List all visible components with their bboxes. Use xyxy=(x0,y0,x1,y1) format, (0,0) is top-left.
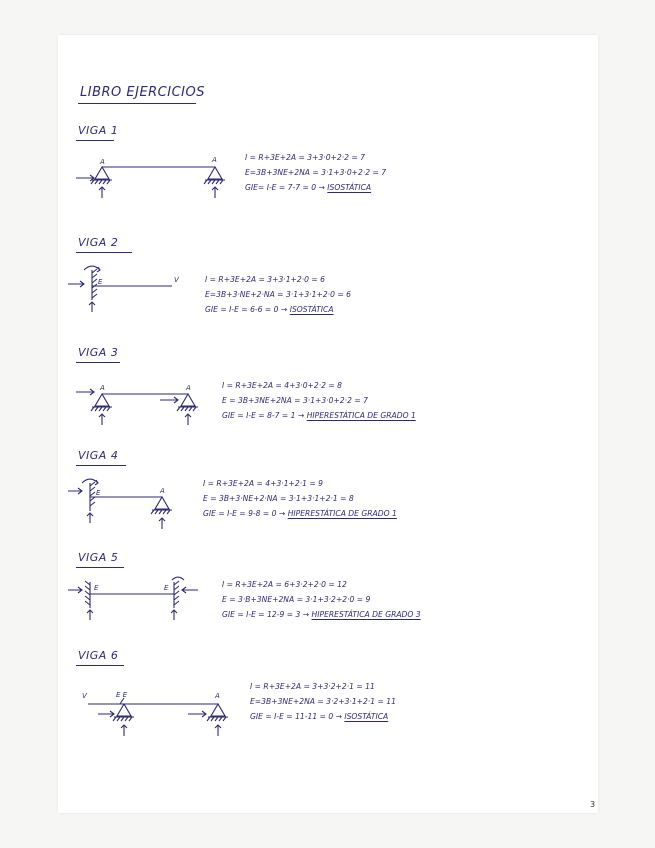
equation-line: E = 3B+3NE+2NA = 3·1+3·0+2·2 = 7 xyxy=(222,396,368,405)
title-underline xyxy=(78,103,196,104)
equation-line: E = 3B+3·NE+2·NA = 3·1+3·1+2·1 = 8 xyxy=(203,494,354,503)
reaction-arrow-left xyxy=(121,725,127,736)
support-label: A xyxy=(100,384,105,392)
equation-line: I = R+3E+2A = 6+3·2+2·0 = 12 xyxy=(222,580,347,589)
equation-line: E=3B+3·NE+2·NA = 3·1+3·1+2·0 = 6 xyxy=(205,290,351,299)
viga-2-equations xyxy=(205,272,351,317)
equation-line: GIE = I-E = 9-8 = 0 → xyxy=(203,509,286,518)
equation-line: GIE = I-E = 8-7 = 1 → xyxy=(222,411,305,420)
equation-line: GIE = I-E = 6-6 = 0 → xyxy=(205,305,288,314)
reaction-arrow-right xyxy=(212,187,218,198)
viga-4-title-underline xyxy=(76,465,126,466)
moment-arrow xyxy=(172,577,184,580)
viga-5-title: VIGA 5 xyxy=(78,551,119,564)
conclusion: HIPERESTÁTICA DE GRADO 1 xyxy=(306,411,416,420)
support-label: E xyxy=(96,489,101,497)
pin-support-left xyxy=(95,394,109,406)
free-end-label: V xyxy=(82,692,87,700)
equation-line: I = R+3E+2A = 4+3·1+2·1 = 9 xyxy=(203,479,324,488)
equation-line: I = R+3E+2A = 4+3·0+2·2 = 8 xyxy=(222,381,343,390)
conclusion: HIPERESTÁTICA DE GRADO 1 xyxy=(287,509,397,518)
equation-line: GIE = I-E = 12-9 = 3 → xyxy=(222,610,310,619)
viga-2-title: VIGA 2 xyxy=(78,236,119,249)
conclusion: HIPERESTÁTICA DE GRADO 3 xyxy=(311,610,421,619)
viga-1-title: VIGA 1 xyxy=(78,124,119,137)
reaction-arrow-horizontal xyxy=(68,488,82,494)
viga-4-title: VIGA 4 xyxy=(78,449,119,462)
equation-line: GIE= I-E = 7-7 = 0 → xyxy=(245,183,325,192)
page-number: 3 xyxy=(590,800,596,809)
pin-support-left xyxy=(117,704,131,716)
reaction-arrow-vertical-left xyxy=(87,610,93,620)
equation-line: E=3B+3NE+2NA = 3·2+3·1+2·1 = 11 xyxy=(250,697,396,706)
conclusion: ISOSTÁTICA xyxy=(344,712,389,721)
pin-support-right xyxy=(208,167,222,179)
reaction-arrow-vertical-right xyxy=(171,610,177,620)
viga-3-equations xyxy=(222,378,416,423)
free-end-label: V xyxy=(174,276,179,284)
pin-support-right xyxy=(181,394,195,406)
viga-3-diagram xyxy=(72,380,212,432)
viga-3-title-underline xyxy=(76,362,120,363)
reaction-arrow-horizontal xyxy=(76,175,94,181)
equation-line: GIE = I-E = 11-11 = 0 → xyxy=(250,712,342,721)
pin-support-right xyxy=(211,704,225,716)
page-title: LIBRO EJERCICIOS xyxy=(80,85,205,100)
reaction-arrow-support xyxy=(159,518,165,529)
viga-2-title-underline xyxy=(76,252,132,253)
support-label: A xyxy=(212,156,217,164)
support-label: A xyxy=(215,692,220,700)
equation-line: I = R+3E+2A = 3+3·2+2·1 = 11 xyxy=(250,682,375,691)
reaction-arrow-vertical xyxy=(89,302,95,312)
viga-5-equations xyxy=(222,577,421,622)
viga-4-diagram xyxy=(64,477,184,535)
reaction-arrow-left xyxy=(68,587,82,593)
hinge-label: E E xyxy=(116,691,128,699)
reaction-arrow-left xyxy=(99,414,105,425)
reaction-arrow-right-horizontal xyxy=(188,711,206,717)
reaction-arrow-right xyxy=(215,725,221,736)
reaction-arrow-right xyxy=(185,414,191,425)
equation-line: E=3B+3NE+2NA = 3·1+3·0+2·2 = 7 xyxy=(245,168,387,177)
viga-5-title-underline xyxy=(76,567,124,568)
reaction-arrow-right-horizontal xyxy=(160,397,178,403)
reaction-arrow-vertical xyxy=(87,513,93,523)
viga-4-equations xyxy=(203,476,397,521)
reaction-arrow-left-horizontal xyxy=(98,711,114,717)
viga-1-equations xyxy=(245,150,386,195)
viga-6-title: VIGA 6 xyxy=(78,649,119,662)
conclusion: ISOSTÁTICA xyxy=(327,183,372,192)
viga-6-equations xyxy=(250,679,396,724)
conclusion: ISOSTÁTICA xyxy=(289,305,334,314)
equation-line: I = R+3E+2A = 3+3·1+2·0 = 6 xyxy=(205,275,326,284)
support-label: E xyxy=(94,584,99,592)
reaction-arrow-horizontal xyxy=(68,281,84,287)
viga-1-title-underline xyxy=(76,140,114,141)
equation-line: I = R+3E+2A = 3+3·0+2·2 = 7 xyxy=(245,153,366,162)
reaction-arrow-left-horizontal xyxy=(76,389,94,395)
pin-support xyxy=(155,497,169,509)
viga-3-title: VIGA 3 xyxy=(78,346,119,359)
support-label: E xyxy=(98,278,103,286)
support-label: E xyxy=(164,584,169,592)
equation-line: E = 3·B+3NE+2NA = 3·1+3·2+2·0 = 9 xyxy=(222,595,371,604)
viga-6-title-underline xyxy=(76,665,124,666)
viga-6-diagram xyxy=(78,684,238,740)
viga-2-diagram xyxy=(62,264,202,316)
reaction-arrow-left xyxy=(99,187,105,198)
reaction-arrow-right xyxy=(182,587,198,593)
support-label: A xyxy=(160,487,165,495)
viga-1-diagram xyxy=(70,152,230,204)
viga-5-diagram xyxy=(64,576,204,626)
pin-support-left xyxy=(95,167,109,179)
support-label: A xyxy=(100,158,105,166)
support-label: A xyxy=(186,384,191,392)
